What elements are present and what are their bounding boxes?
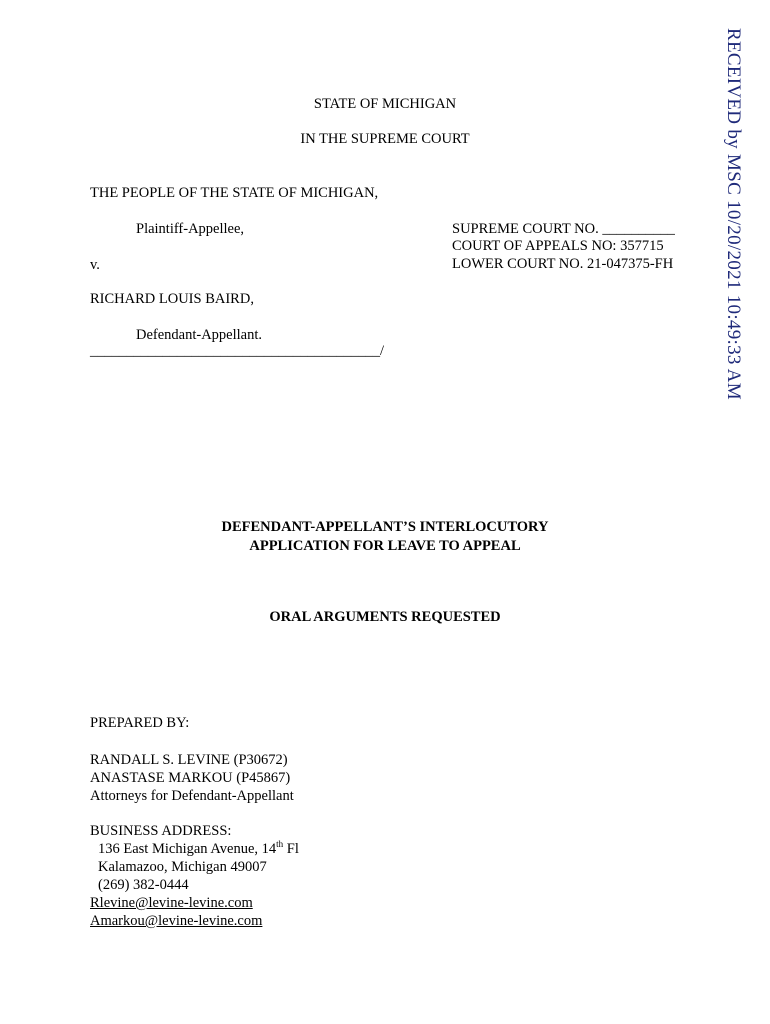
street-address-main: 136 East Michigan Avenue, 14 [98, 841, 277, 857]
supreme-court-number: SUPREME COURT NO. __________ [452, 221, 675, 237]
received-stamp: RECEIVED by MSC 10/20/2021 10:49:33 AM [723, 28, 744, 400]
business-address-label: BUSINESS ADDRESS: [90, 823, 232, 839]
lower-court-number: LOWER COURT NO. 21-047375-FH [452, 256, 674, 272]
versus-label: v. [90, 257, 100, 273]
attorney-markou: ANASTASE MARKOU (P45867) [90, 770, 291, 786]
email-levine-link[interactable]: Rlevine@levine-levine.com [90, 895, 253, 911]
defendant-role: Defendant-Appellant. [136, 327, 263, 343]
document-title-line2: APPLICATION FOR LEAVE TO APPEAL [249, 538, 521, 554]
city-state-zip: Kalamazoo, Michigan 49007 [98, 859, 267, 875]
document-title-line1: DEFENDANT-APPELLANT’S INTERLOCUTORY [221, 519, 549, 535]
email-markou-link[interactable]: Amarkou@levine-levine.com [90, 913, 263, 929]
court-heading: IN THE SUPREME COURT [300, 131, 470, 147]
street-address-ordinal: th [276, 839, 284, 849]
caption-closing-rule: ________________________________________/ [90, 343, 385, 359]
state-heading: STATE OF MICHIGAN [313, 96, 457, 112]
street-address [98, 840, 299, 858]
defendant-name: RICHARD LOUIS BAIRD, [90, 291, 254, 307]
street-address-floor: Fl [283, 841, 299, 857]
court-of-appeals-number: COURT OF APPEALS NO: 357715 [452, 238, 664, 254]
attorney-levine: RANDALL S. LEVINE (P30672) [90, 752, 288, 768]
oral-arguments-requested: ORAL ARGUMENTS REQUESTED [269, 609, 501, 625]
prepared-by-label: PREPARED BY: [90, 715, 190, 731]
attorney-role: Attorneys for Defendant-Appellant [90, 788, 294, 804]
plaintiff-name: THE PEOPLE OF THE STATE OF MICHIGAN, [90, 185, 379, 201]
phone-number: (269) 382-0444 [98, 877, 189, 893]
plaintiff-role: Plaintiff-Appellee, [136, 221, 245, 237]
